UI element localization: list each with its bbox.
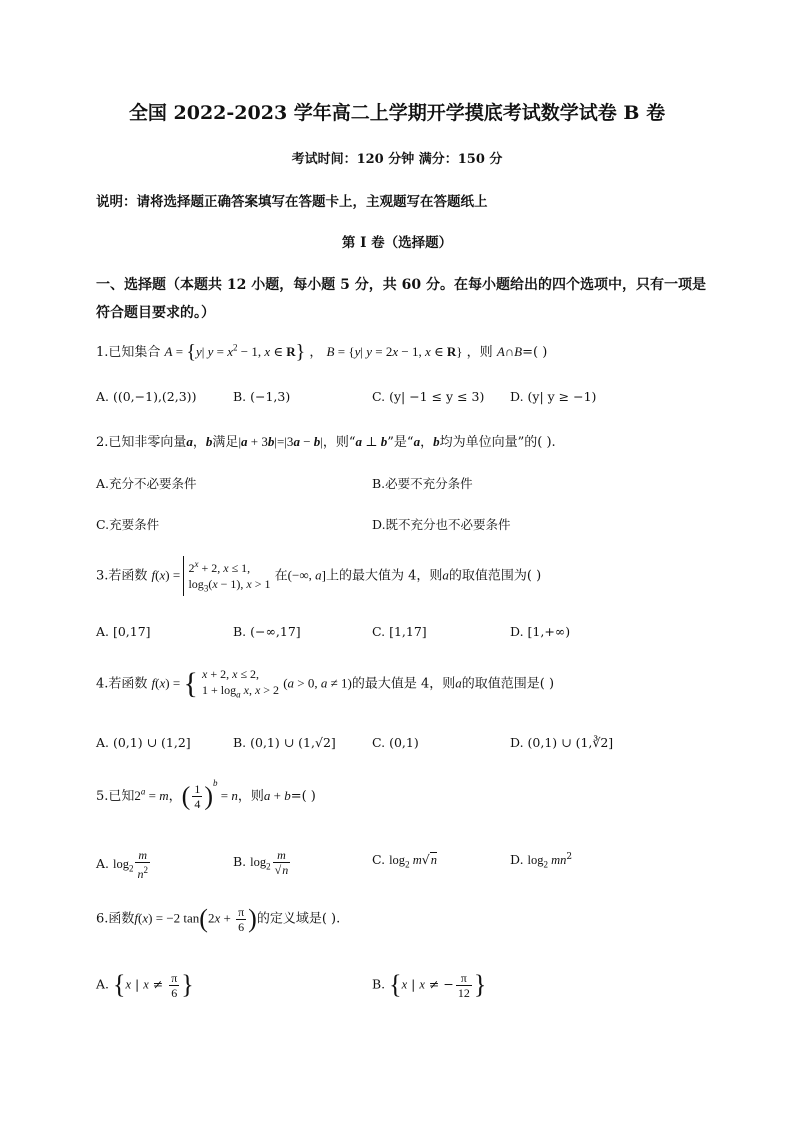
q6-option-b: B. {x | x ≠ − $\frac{\pi}{12}$ } [372, 970, 487, 1000]
q2-option-b: B.必要不充分条件 [372, 476, 473, 491]
q4-option-b: B. (0,1) ∪ (1,√2] [233, 735, 336, 750]
exam-subtitle: 考试时间：120 分钟 满分：150 分 [291, 152, 503, 167]
q1-option-b: B. (−1,3) [233, 389, 291, 404]
q3-option-b: B. (−∞,17] [233, 624, 301, 639]
q1-option-c: C. (y| −1 ≤ y ≤ 3) [372, 389, 485, 404]
question-3: 3.若函数 f(x) = $2^x + 2$, x ≤ 1, $\log_3(x - 1)$, x > 1 在(−∞, a]上的最大值为 4，则a的取值范围为( ) [96, 556, 541, 596]
q3-option-c: C. [1,17] [372, 624, 427, 639]
q1-option-a: A. ((0,−1),(2,3)) [96, 389, 197, 404]
q3-piecewise: $2^x + 2$, x ≤ 1, $\log_3(x - 1)$, x > 1 [183, 556, 270, 596]
q5-option-b: B. $\log_2$ $\frac{m}{√n}$ [233, 848, 289, 877]
exam-instructions: 说明：请将选择题正确答案填写在答题卡上，主观题写在答题纸上 [96, 194, 488, 210]
question-6: 6.函数f(x) = −2 tan(2x + $\frac{\pi}{6}$ )的定义域是( ). [96, 904, 341, 934]
part-heading: 第 I 卷（选择题） [341, 235, 453, 251]
q4-option-c: C. (0,1) [372, 735, 419, 750]
q1-set-b: B [326, 344, 335, 359]
q3-option-d: D. [1,+∞) [510, 624, 571, 639]
q2-option-c: C.充要条件 [96, 517, 160, 532]
exam-title: 全国 2022-2023 学年高二上学期开学摸底考试数学试卷 B 卷 [128, 102, 666, 124]
q5-option-a: A. $\log_2$ $\frac{m}{n^2}$ [96, 848, 148, 881]
q1-set-a: A [164, 344, 173, 359]
q2-option-a: A.充分不必要条件 [96, 476, 197, 491]
q4-option-a: A. (0,1) ∪ (1,2] [96, 735, 191, 750]
q2-option-d: D.既不充分也不必要条件 [372, 517, 511, 532]
question-2: 2.已知非零向量a，b满足|a + 3b|=|3a − b|，则“a ⊥ b”是“a，b均为单位向量”的( ). [96, 434, 556, 450]
q5-option-c: C. $\log_2 m√n$ [372, 852, 437, 870]
q6-option-a: A. {x | x ≠ $\frac{\pi}{6}$ } [96, 970, 194, 1000]
question-4: 4.若函数 f(x) = { x + 2, x ≤ 2, $1 + \log_a x$, x > 2 (a > 0, a ≠ 1)的最大值是 4，则a的取值范围是( ) [96, 666, 554, 702]
section-heading: 一、选择题（本题共 12 小题，每小题 5 分，共 60 分。在每小题给出的四个选项中，只有一项是符合题目要求的。） [96, 277, 706, 321]
question-5: 5.已知$2^a = m$，( $\frac{1}{4}$ )$^b$ = n，则a + b=( ) [96, 778, 316, 811]
q3-option-a: A. [0,17] [96, 624, 151, 639]
q1-option-d: D. (y| y ≥ −1) [510, 389, 597, 404]
q4-option-d: D. (0,1) ∪ (1,∛2] [510, 735, 614, 750]
q5-option-d: D. $\log_2 mn^2$ [510, 852, 573, 870]
question-1: 1.已知集合 A = {y| $y = x^2 - 1$, x ∈ R} ， B = {y| y = 2x − 1, x ∈ R} ，则 A∩B=( ) [96, 341, 548, 363]
q1-stem-text: 1.已知集合 [96, 345, 161, 360]
q4-piecewise: x + 2, x ≤ 2, $1 + \log_a x$, x > 2 [202, 667, 280, 700]
